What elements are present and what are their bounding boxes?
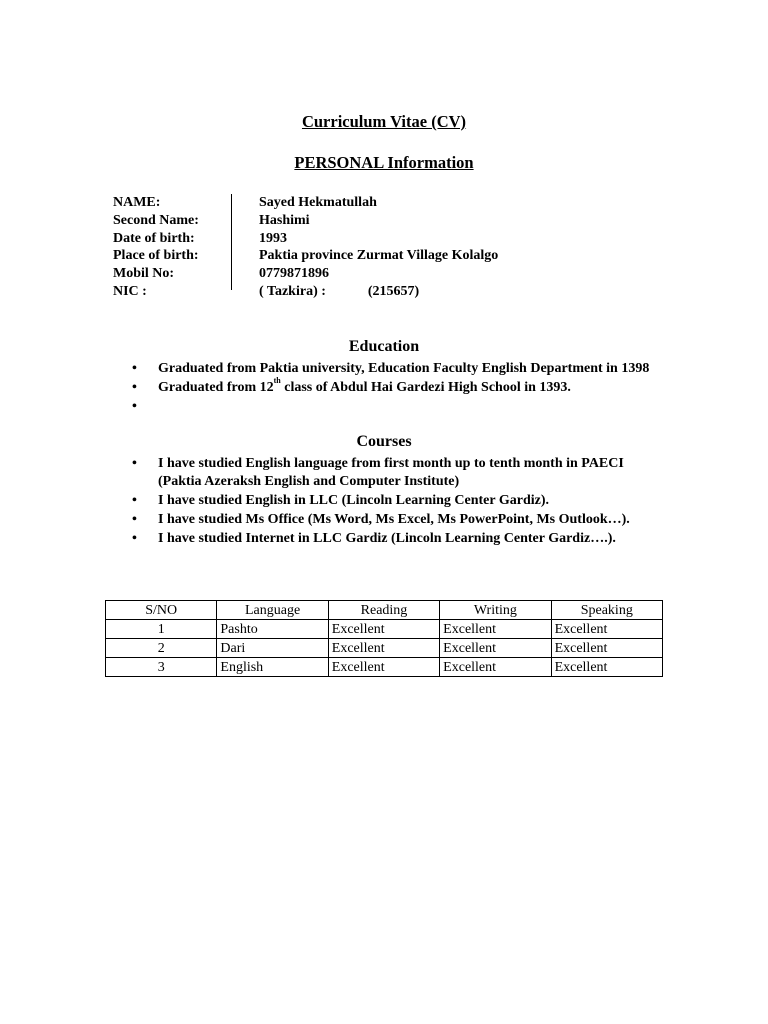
personal-row-mobile — [113, 265, 673, 283]
list-item — [130, 511, 665, 529]
course-item-text: I have studied Internet in LLC Gardiz (Lincoln Learning Center Gardiz….). — [158, 530, 616, 546]
column-header: Reading — [328, 601, 439, 620]
course-item-text: I have studied English language from first month up to tenth month in PAECI (Paktia Azeraksh English and Computer Institute) — [158, 456, 624, 489]
field-label: Mobil No: — [113, 266, 175, 282]
table-cell: Excellent — [328, 620, 439, 639]
courses-heading: Courses — [356, 433, 412, 450]
bullet-icon: • — [132, 361, 137, 376]
education-item-text: Graduated from 12th class of Abdul Hai Gardezi High School in 1393. — [158, 376, 571, 395]
field-value: 1993 — [259, 230, 287, 246]
table-cell: Excellent — [328, 658, 439, 677]
language-skills-table — [105, 600, 663, 677]
courses-list — [130, 455, 665, 549]
table-row — [106, 620, 663, 639]
personal-row-date-of-birth — [113, 230, 673, 248]
list-item — [130, 530, 665, 548]
education-heading: Education — [348, 338, 420, 355]
bullet-icon: • — [132, 511, 137, 527]
table-cell: Excellent — [440, 620, 551, 639]
field-label: Second Name: — [113, 212, 199, 228]
education-list — [130, 360, 665, 417]
table-cell: Excellent — [551, 658, 662, 677]
course-item-text: I have studied English in LLC (Lincoln Learning Center Gardiz). — [158, 492, 550, 508]
table-cell: English — [217, 658, 328, 677]
table-cell: Excellent — [551, 639, 662, 658]
education-item-text: Graduated from Paktia university, Education Faculty English Department in 1398 — [158, 361, 650, 376]
table-cell: Excellent — [328, 639, 439, 658]
table-cell: 2 — [106, 639, 217, 658]
personal-row-place-of-birth — [113, 247, 673, 265]
nic-type: ( Tazkira) : — [259, 283, 326, 299]
column-header: Writing — [440, 601, 551, 620]
column-header: Speaking — [551, 601, 662, 620]
table-header-row — [106, 601, 663, 620]
bullet-icon: • — [132, 456, 137, 471]
field-label: NIC : — [113, 283, 147, 299]
personal-info-block — [113, 194, 673, 301]
table-row — [106, 658, 663, 677]
column-header: Language — [217, 601, 328, 620]
table-cell: 3 — [106, 658, 217, 677]
table-cell: Excellent — [440, 639, 551, 658]
table-row — [106, 639, 663, 658]
column-header: S/NO — [106, 601, 217, 620]
field-label: NAME: — [113, 195, 161, 210]
table-cell: Excellent — [440, 658, 551, 677]
table-cell: Dari — [217, 639, 328, 658]
field-value: Paktia province Zurmat Village Kolalgo — [259, 248, 499, 264]
field-value: Sayed Hekmatullah — [259, 195, 377, 210]
bullet-icon: • — [132, 530, 137, 546]
field-label: Place of birth: — [113, 248, 199, 264]
field-label: Date of birth: — [113, 230, 195, 246]
personal-row-second-name — [113, 212, 673, 230]
personal-row-name — [113, 194, 673, 212]
table-cell: Excellent — [551, 620, 662, 639]
personal-row-nic — [113, 283, 673, 301]
list-item — [130, 492, 665, 510]
bullet-icon: • — [132, 399, 137, 414]
nic-number: (215657) — [367, 283, 420, 299]
list-item — [130, 360, 665, 378]
table-cell: Pashto — [217, 620, 328, 639]
list-item — [130, 376, 665, 397]
ordinal-suffix: th — [273, 376, 281, 386]
course-item-text: I have studied Ms Office (Ms Word, Ms Excel, Ms PowerPoint, Ms Outlook…). — [158, 511, 630, 527]
list-item — [130, 398, 665, 416]
nic-value — [259, 283, 419, 301]
field-value: Hashimi — [259, 212, 310, 228]
table-cell: 1 — [106, 620, 217, 639]
bullet-icon: • — [132, 492, 137, 508]
field-value: 0779871896 — [259, 266, 329, 282]
bullet-icon: • — [132, 380, 137, 395]
personal-info-heading: PERSONAL Information — [294, 153, 474, 172]
list-item — [130, 455, 665, 490]
cv-title: Curriculum Vitae (CV) — [301, 112, 467, 131]
